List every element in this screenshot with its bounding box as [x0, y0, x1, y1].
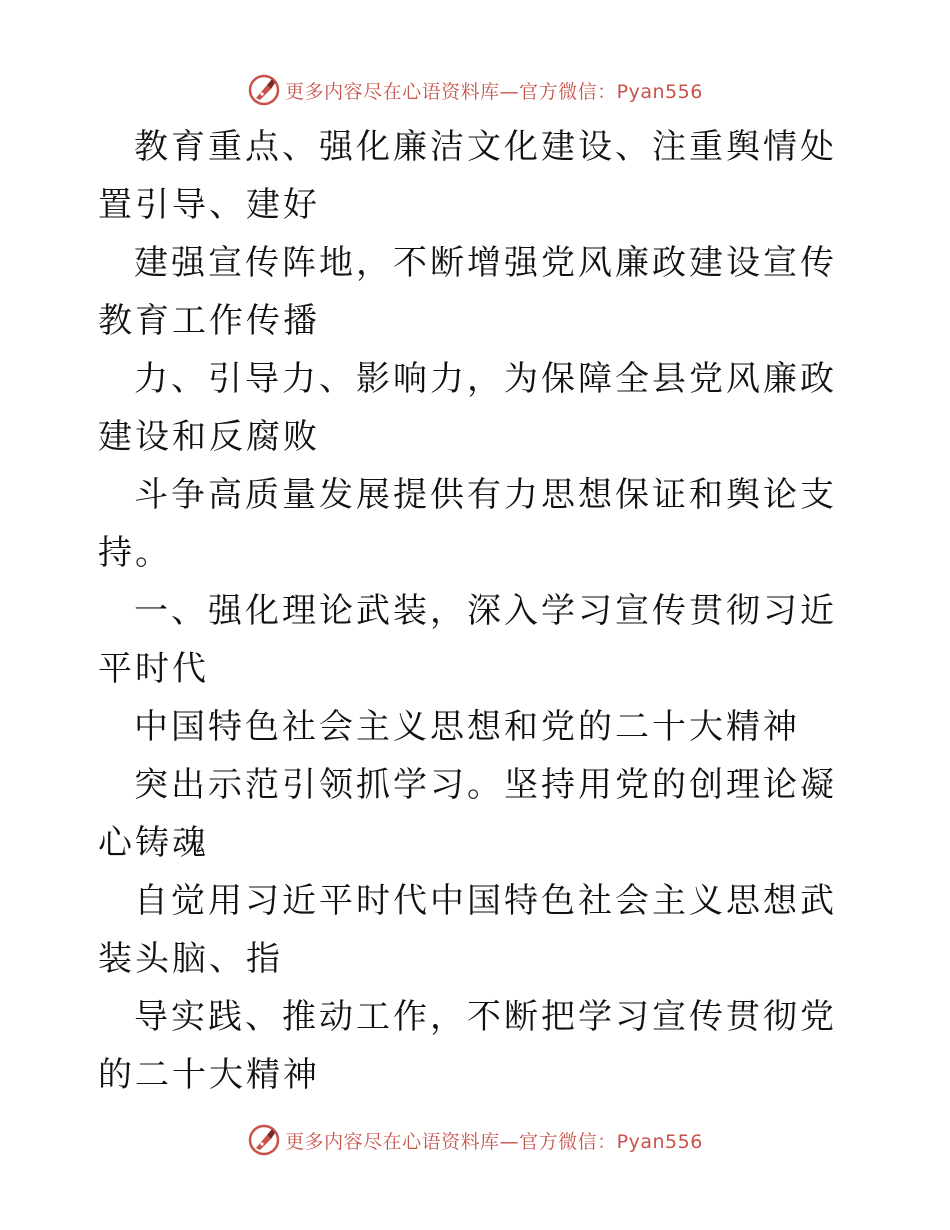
document-body: [98, 118, 858, 1104]
paragraph: 斗争高质量发展提供有力思想保证和舆论支持。: [98, 475, 837, 573]
footer-watermark: [0, 1120, 950, 1160]
pen-nib-circle-icon: [247, 73, 281, 107]
paragraph: 自觉用习近平时代中国特色社会主义思想武装头脑、指: [98, 881, 837, 979]
header-watermark: [0, 70, 950, 110]
pen-nib-circle-icon: [247, 1123, 281, 1157]
watermark-text: 更多内容尽在心语资料库—官方微信：Pyan556: [285, 1130, 703, 1153]
paragraph: 力、引导力、影响力，为保障全县党风廉政建设和反腐败: [98, 359, 837, 457]
paragraph: 中国特色社会主义思想和党的二十大精神: [134, 707, 800, 747]
paragraph: 建强宣传阵地，不断增强党风廉政建设宣传教育工作传播: [98, 243, 837, 341]
paragraph: 教育重点、强化廉洁文化建设、注重舆情处置引导、建好: [98, 127, 837, 225]
watermark-text: 更多内容尽在心语资料库—官方微信：Pyan556: [285, 80, 703, 103]
paragraph: 突出示范引领抓学习。坚持用党的创理论凝心铸魂: [98, 765, 837, 863]
paragraph: 导实践、推动工作，不断把学习宣传贯彻党的二十大精神: [98, 997, 837, 1095]
section-heading: 一、强化理论武装，深入学习宣传贯彻习近平时代: [98, 591, 837, 689]
